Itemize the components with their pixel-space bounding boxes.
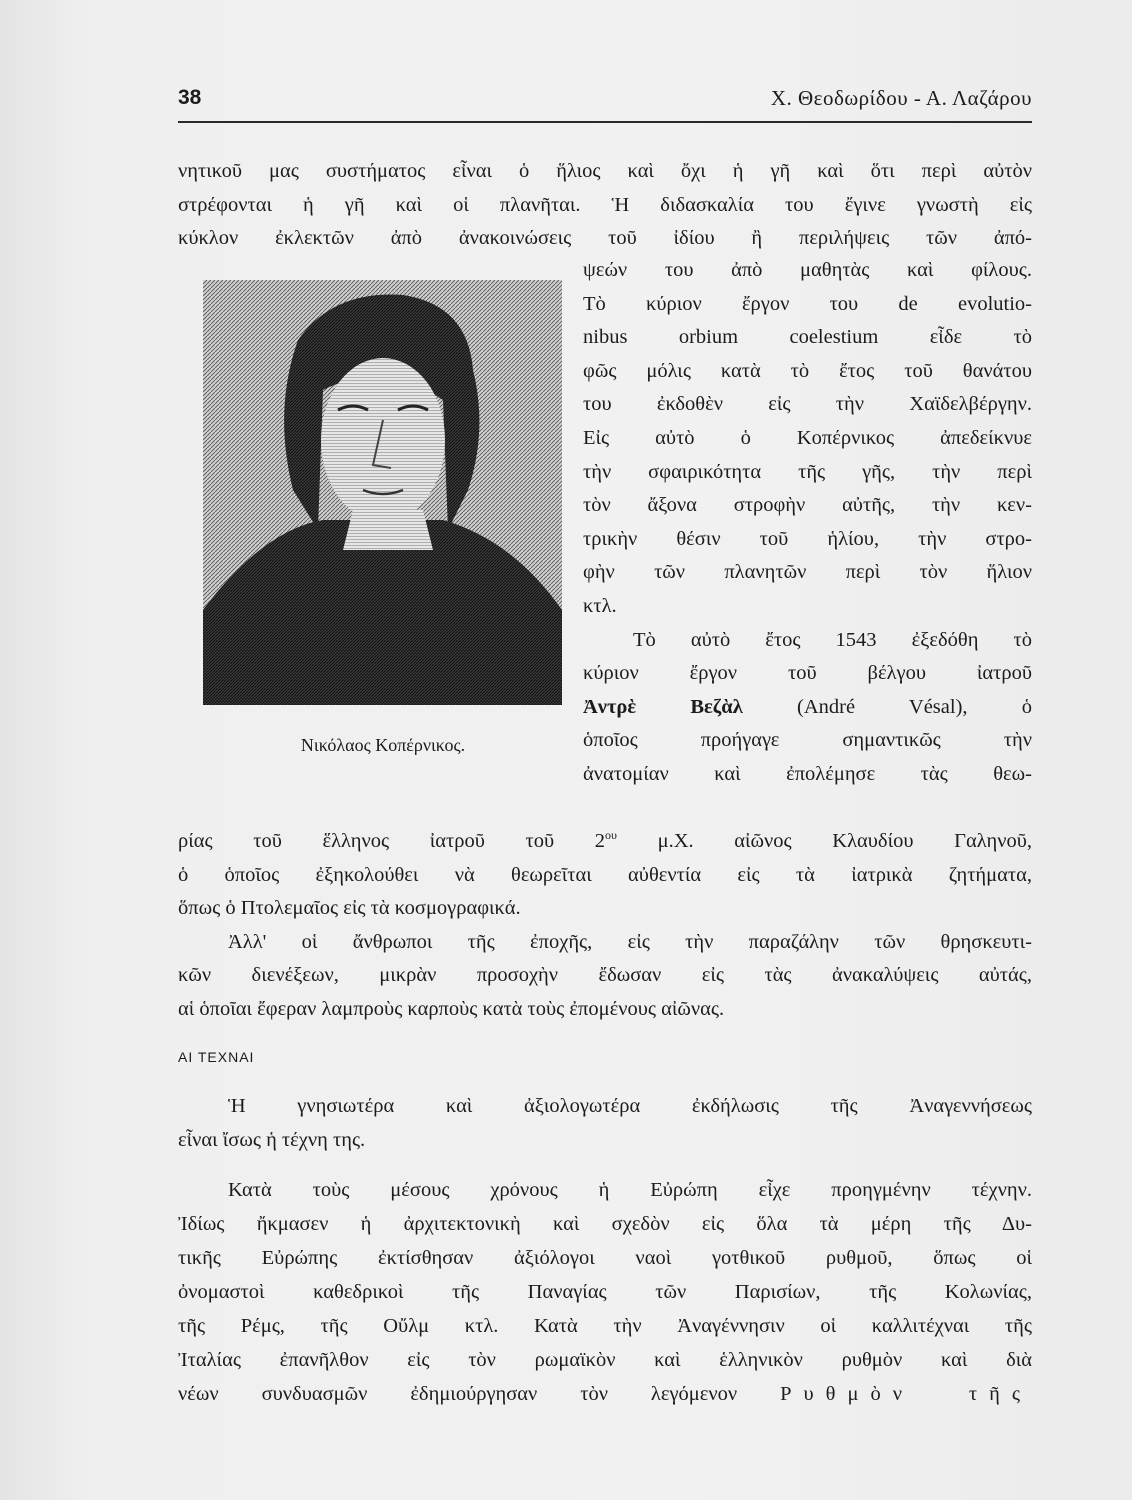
- text-line: ὀνομαστοὶ καθεδρικοὶ τῆς Παναγίας τῶν Παρισίων, τῆς Κολωνίας,: [178, 1281, 1032, 1303]
- text-line: ψεών του ἀπὸ μαθητὰς καὶ φίλους.: [583, 259, 1032, 281]
- text-line: τικῆς Εὐρώπης ἐκτίσθησαν ἀξιόλογοι ναοὶ γοτθικοῦ ρυθμοῦ, ὅπως οἱ: [178, 1247, 1032, 1269]
- superscript: ου: [605, 828, 617, 843]
- text-line: φὴν τῶν πλανητῶν περὶ τὸν ἥλιον: [583, 561, 1032, 584]
- text-line: αἱ ὁποῖαι ἔφεραν λαμπροὺς καρποὺς κατὰ τοὺς ἐπομένους αἰῶνας.: [178, 997, 725, 1020]
- text-line: ἀνατομίαν καὶ ἐπολέμησε τὰς θεω-: [583, 762, 1032, 785]
- vesal-rest: (André Vésal), ὁ: [797, 695, 1032, 718]
- text-line-galen: [178, 825, 1032, 859]
- text-line: κύριον ἔργον τοῦ βέλγου ἰατροῦ: [583, 662, 1032, 685]
- last-line-text: νέων συνδυασμῶν ἐδημιούργησαν τὸν λεγόμενον: [178, 1383, 738, 1405]
- page-number: 38: [178, 86, 202, 109]
- text-line: nibus orbium coelestium εἶδε τὸ: [583, 326, 1032, 349]
- text-line: φῶς μόλις κατὰ τὸ ἔτος τοῦ θανάτου: [583, 359, 1032, 382]
- copernicus-portrait: [203, 280, 562, 705]
- text-line: Ἀλλ' οἱ ἄνθρωποι τῆς ἐποχῆς, εἰς τὴν παραζάλην τῶν θρησκευτι-: [228, 930, 1032, 953]
- paragraph-arts-intro: [178, 1090, 1032, 1157]
- text-line: τῆς Ρέμς, τῆς Οὔλμ κτλ. Κατὰ τὴν Ἀναγέννησιν οἱ καλλιτέχναι τῆς: [178, 1315, 1032, 1337]
- text-line: ὁποῖος προήγαγε σημαντικῶς τὴν: [583, 729, 1032, 752]
- text-line: τὸν ἄξονα στροφὴν αὐτῆς, τὴν κεν-: [583, 494, 1032, 517]
- text-line: Εἰς αὐτὸ ὁ Κοπέρνικος ἀπεδείκνυε: [583, 426, 1032, 449]
- text-line: ὁ ὁποῖος ἐξηκολούθει νὰ θεωρεῖται αὐθεντία εἰς τὰ ἰατρικὰ ζητήματα,: [178, 863, 1032, 886]
- running-title: Χ. Θεοδωρίδου - Α. Λαζάρου: [770, 86, 1032, 110]
- text-line: τὴν σφαιρικότητα τῆς γῆς, τὴν περὶ: [583, 460, 1032, 483]
- text-line: νητικοῦ μας συστήματος εἶναι ὁ ἥλιος καὶ ὄχι ἡ γῆ καὶ ὅτι περὶ αὐτὸν: [178, 160, 1032, 182]
- vesal-name: Ἀντρὲ Βεζὰλ: [583, 695, 743, 718]
- text-line: κύκλον ἐκλεκτῶν ἀπὸ ἀνακοινώσεις τοῦ ἰδίου ἢ περιλήψεις τῶν ἀπό-: [178, 227, 1032, 250]
- text-line-last: [178, 1377, 1032, 1411]
- text-line: ὅπως ὁ Πτολεμαῖος εἰς τὰ κοσμογραφικά.: [178, 897, 521, 920]
- text-line: Ἡ γνησιωτέρα καὶ ἀξιολογωτέρα ἐκδήλωσις τῆς Ἀναγεννήσεως: [228, 1095, 1032, 1117]
- header-rule: [178, 121, 1032, 123]
- text-line-vesal: [583, 691, 1032, 725]
- text-line: του ἐκδοθὲν εἰς τὴν Χαϊδελβέργην.: [583, 393, 1032, 416]
- text-line: κῶν διενέξεων, μικρὰν προσοχὴν ἔδωσαν εἰς τὰς ἀνακαλύψεις αὐτάς,: [178, 964, 1032, 987]
- figure-caption: Νικόλαος Κοπέρνικος.: [300, 735, 466, 755]
- text-line: στρέφονται ἡ γῆ καὶ οἱ πλανῆται. Ἡ διδασκαλία του ἔγινε γνωστὴ εἰς: [178, 193, 1032, 216]
- paragraph-arts-body: [178, 1173, 1032, 1411]
- text-line: Τὸ αὐτὸ ἔτος 1543 ἐξεδόθη τὸ: [633, 628, 1032, 651]
- paragraph-intro: [178, 155, 1032, 256]
- section-heading: ΑΙ ΤΕΧΝΑΙ: [178, 1049, 255, 1065]
- text-line: Τὸ κύριον ἔργον του de evolutio-: [583, 292, 1032, 315]
- text-line: Κατὰ τοὺς μέσους χρόνους ἡ Εὐρώπη εἶχε προηγμένην τέχνην.: [228, 1179, 1032, 1201]
- text-line: κτλ.: [583, 594, 617, 617]
- paragraph-galen: [178, 825, 1032, 1027]
- text-line: εἶναι ἴσως ἡ τέχνη της.: [178, 1128, 366, 1151]
- galen-after: μ.Χ. αἰῶνος Κλαυδίου Γαληνοῦ,: [657, 830, 1033, 852]
- galen-before: ρίας τοῦ ἕλληνος ἰατροῦ τοῦ 2: [178, 830, 606, 852]
- text-line: τρικὴν θέσιν τοῦ ἡλίου, τὴν στρο-: [583, 527, 1032, 550]
- text-line: Ἰταλίας ἐπανῆλθον εἰς τὸν ρωμαϊκὸν καὶ ἑλληνικὸν ρυθμὸν καὶ διὰ: [178, 1349, 1032, 1371]
- paragraph-wrap: [583, 254, 1032, 792]
- text-line: Ἰδίως ἤκμασεν ἡ ἀρχιτεκτονικὴ καὶ σχεδὸν εἰς ὅλα τὰ μέρη τῆς Δυ-: [178, 1213, 1032, 1235]
- spaced-text: Ρυθμὸν τῆς: [780, 1383, 1032, 1405]
